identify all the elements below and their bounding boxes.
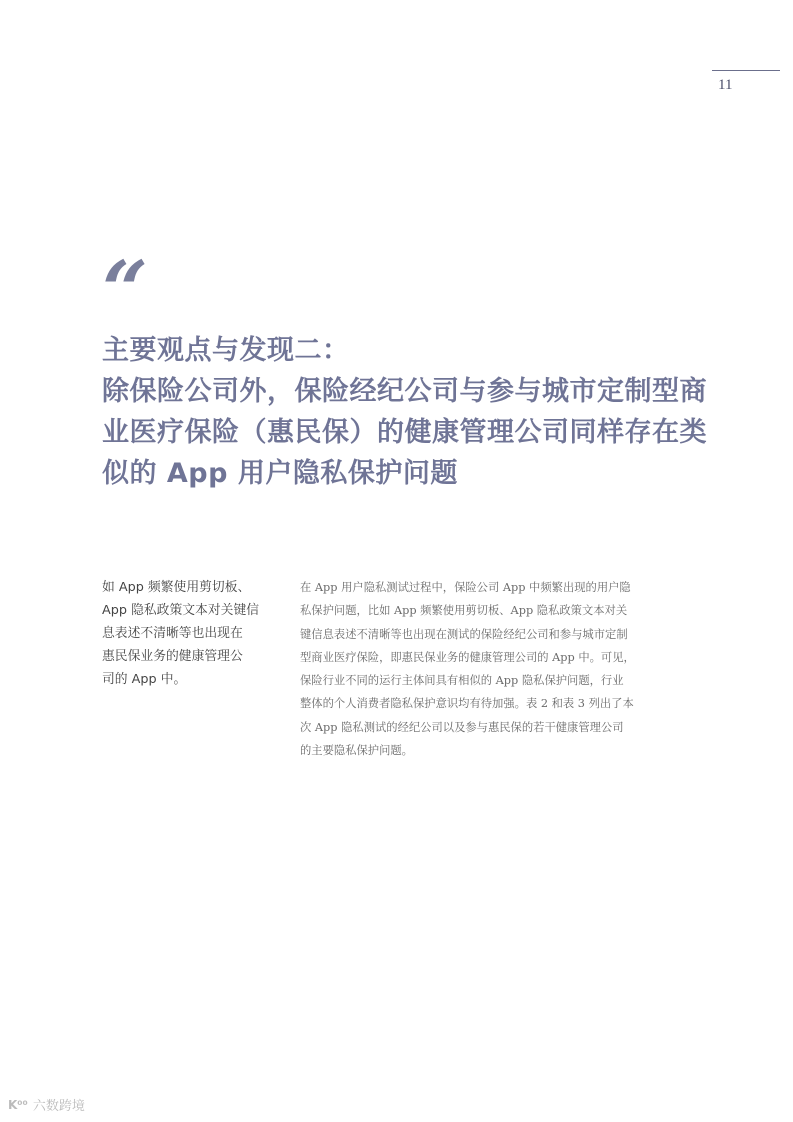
heading-line: 主要观点与发现二：	[102, 335, 350, 366]
body-line: 的主要隐私保护问题。	[300, 744, 413, 758]
side-note-line: 如 App 频繁使用剪切板、	[102, 580, 251, 595]
body-line: 型商业医疗保险，即惠民保业务的健康管理公司的 App 中。可见，	[300, 650, 635, 664]
side-note	[102, 576, 267, 691]
body-line: 在 App 用户隐私测试过程中，保险公司 App 中频繁出现的用户隐	[300, 581, 631, 594]
side-note-line: 惠民保业务的健康管理公	[102, 649, 243, 664]
heading-line: 除保险公司外，保险经纪公司与参与城市定制型商	[102, 376, 707, 407]
section-heading	[102, 330, 742, 494]
watermark-logo-icon: K⁰⁰	[8, 1097, 28, 1112]
body-line: 保险行业不同的运行主体间具有相似的 App 隐私保护问题，行业	[300, 674, 624, 688]
heading-line: 似的 App 用户隐私保护问题	[102, 458, 458, 489]
side-note-line: App 隐私政策文本对关键信	[102, 603, 260, 618]
body-line: 私保护问题，比如 App 频繁使用剪切板、App 隐私政策文本对关	[300, 604, 628, 618]
side-note-line: 司的 App 中。	[102, 672, 187, 687]
watermark-text: 六数跨境	[32, 1099, 85, 1114]
body-line: 整体的个人消费者隐私保护意识均有待加强。表 2 和表 3 列出了本	[300, 697, 634, 711]
quote-mark-icon: “	[102, 243, 149, 337]
body-line: 次 App 隐私测试的经纪公司以及参与惠民保的若干健康管理公司	[300, 720, 624, 734]
body-paragraph	[300, 576, 695, 762]
heading-line: 业医疗保险（惠民保）的健康管理公司同样存在类	[102, 417, 707, 448]
side-note-line: 息表述不清晰等也出现在	[102, 626, 243, 641]
page-number: 11	[718, 77, 733, 93]
body-line: 键信息表述不清晰等也出现在测试的保险经纪公司和参与城市定制	[300, 627, 628, 641]
header-rule	[712, 70, 780, 71]
watermark	[8, 1095, 85, 1114]
